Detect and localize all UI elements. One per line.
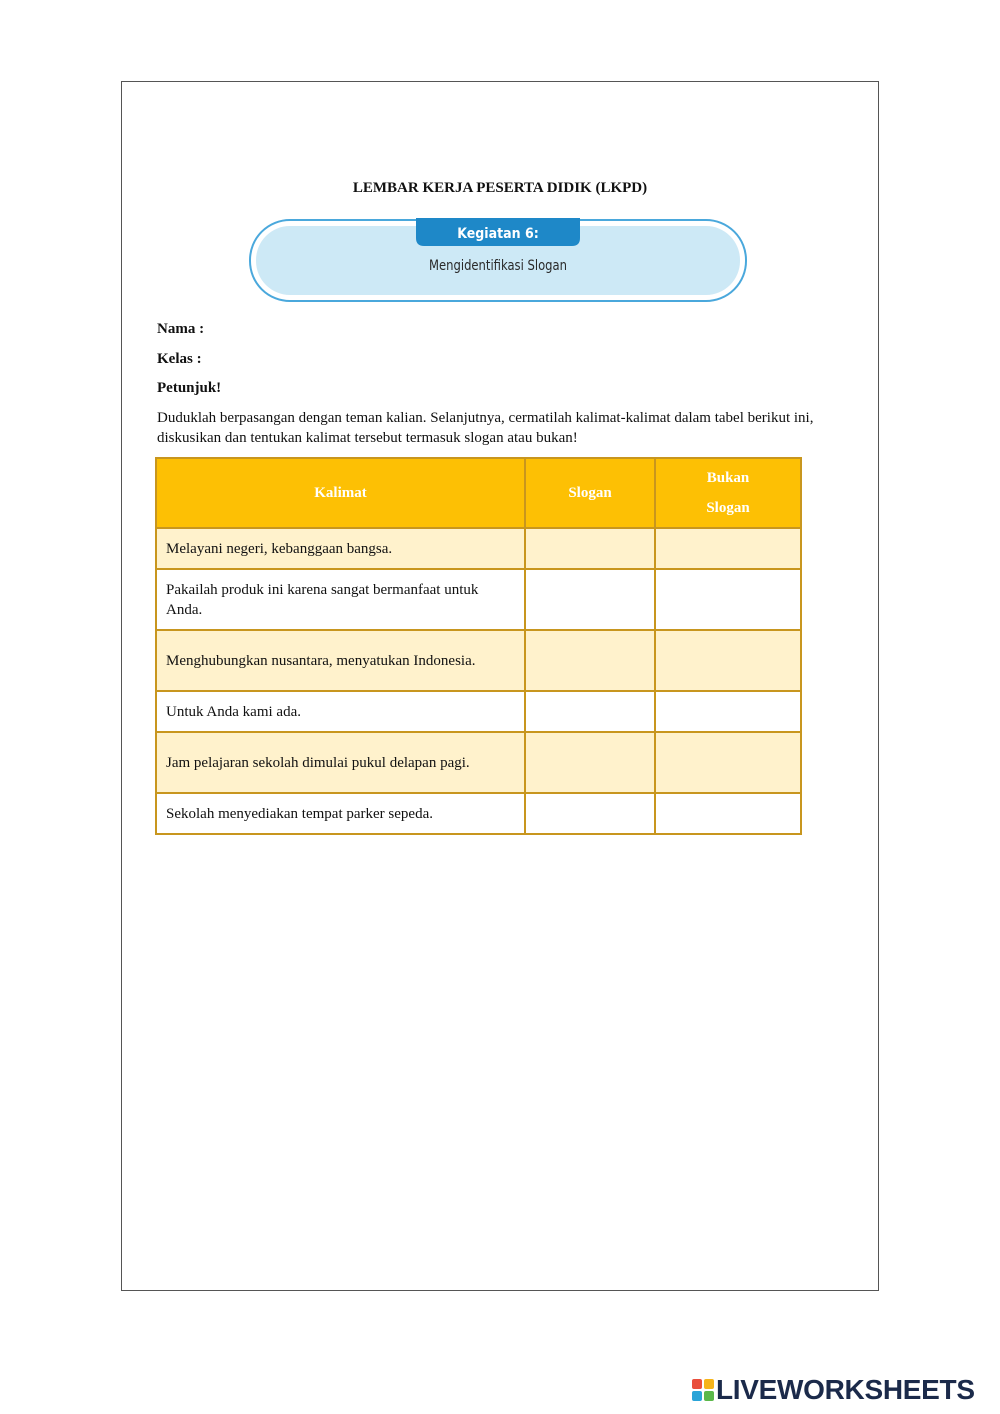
table-row (156, 528, 801, 569)
kalimat-cell: Sekolah menyediakan tempat parker sepeda. (156, 793, 525, 834)
kalimat-cell: Menghubungkan nusantara, menyatukan Indonesia. (156, 630, 525, 691)
header-bukan-slogan (655, 458, 801, 528)
petunjuk-label: Petunjuk! (157, 380, 222, 396)
banner-subtitle: Mengidentifikasi Slogan (429, 258, 567, 274)
kelas-label: Kelas : (157, 351, 202, 367)
liveworksheets-wordmark: LIVEWORKSHEETS (716, 1374, 975, 1405)
activity-banner (248, 218, 748, 303)
table-row (156, 569, 801, 630)
slogan-answer-cell[interactable] (525, 793, 655, 834)
liveworksheets-logo-icon (692, 1379, 714, 1401)
nama-label: Nama : (157, 321, 205, 337)
kalimat-cell: Melayani negeri, kebanggaan bangsa. (156, 528, 525, 569)
table-row (156, 793, 801, 834)
document-title: LEMBAR KERJA PESERTA DIDIK (LKPD) (352, 180, 648, 196)
header-kalimat: Kalimat (156, 458, 525, 528)
kalimat-cell: Jam pelajaran sekolah dimulai pukul delapan pagi. (156, 732, 525, 793)
table-header-row (156, 458, 801, 528)
liveworksheets-logo (692, 1375, 975, 1405)
bukan-slogan-answer-cell[interactable] (655, 732, 801, 793)
bukan-slogan-answer-cell[interactable] (655, 528, 801, 569)
header-slogan: Slogan (525, 458, 655, 528)
bukan-slogan-answer-cell[interactable] (655, 569, 801, 630)
bukan-slogan-answer-cell[interactable] (655, 630, 801, 691)
kalimat-cell: Pakailah produk ini karena sangat bermanfaat untuk Anda. (156, 569, 525, 630)
slogan-answer-cell[interactable] (525, 732, 655, 793)
bukan-slogan-answer-cell[interactable] (655, 691, 801, 732)
header-bukan-line2: Slogan (706, 500, 750, 516)
slogan-answer-cell[interactable] (525, 691, 655, 732)
slogan-table (155, 457, 802, 835)
slogan-answer-cell[interactable] (525, 630, 655, 691)
slogan-answer-cell[interactable] (525, 528, 655, 569)
table-row (156, 630, 801, 691)
table-row (156, 691, 801, 732)
instruction-text: Duduklah berpasangan dengan teman kalian. Selanjutnya, cermatilah kalimat-kalimat dalam tabel berikut ini, diskusikan dan tentukan kalimat tersebut termasuk slogan atau bukan! (157, 410, 814, 446)
header-bukan-line1: Bukan (706, 470, 750, 486)
table-row (156, 732, 801, 793)
banner-activity-label: Kegiatan 6: (457, 226, 539, 242)
bukan-slogan-answer-cell[interactable] (655, 793, 801, 834)
slogan-answer-cell[interactable] (525, 569, 655, 630)
kalimat-cell: Untuk Anda kami ada. (156, 691, 525, 732)
